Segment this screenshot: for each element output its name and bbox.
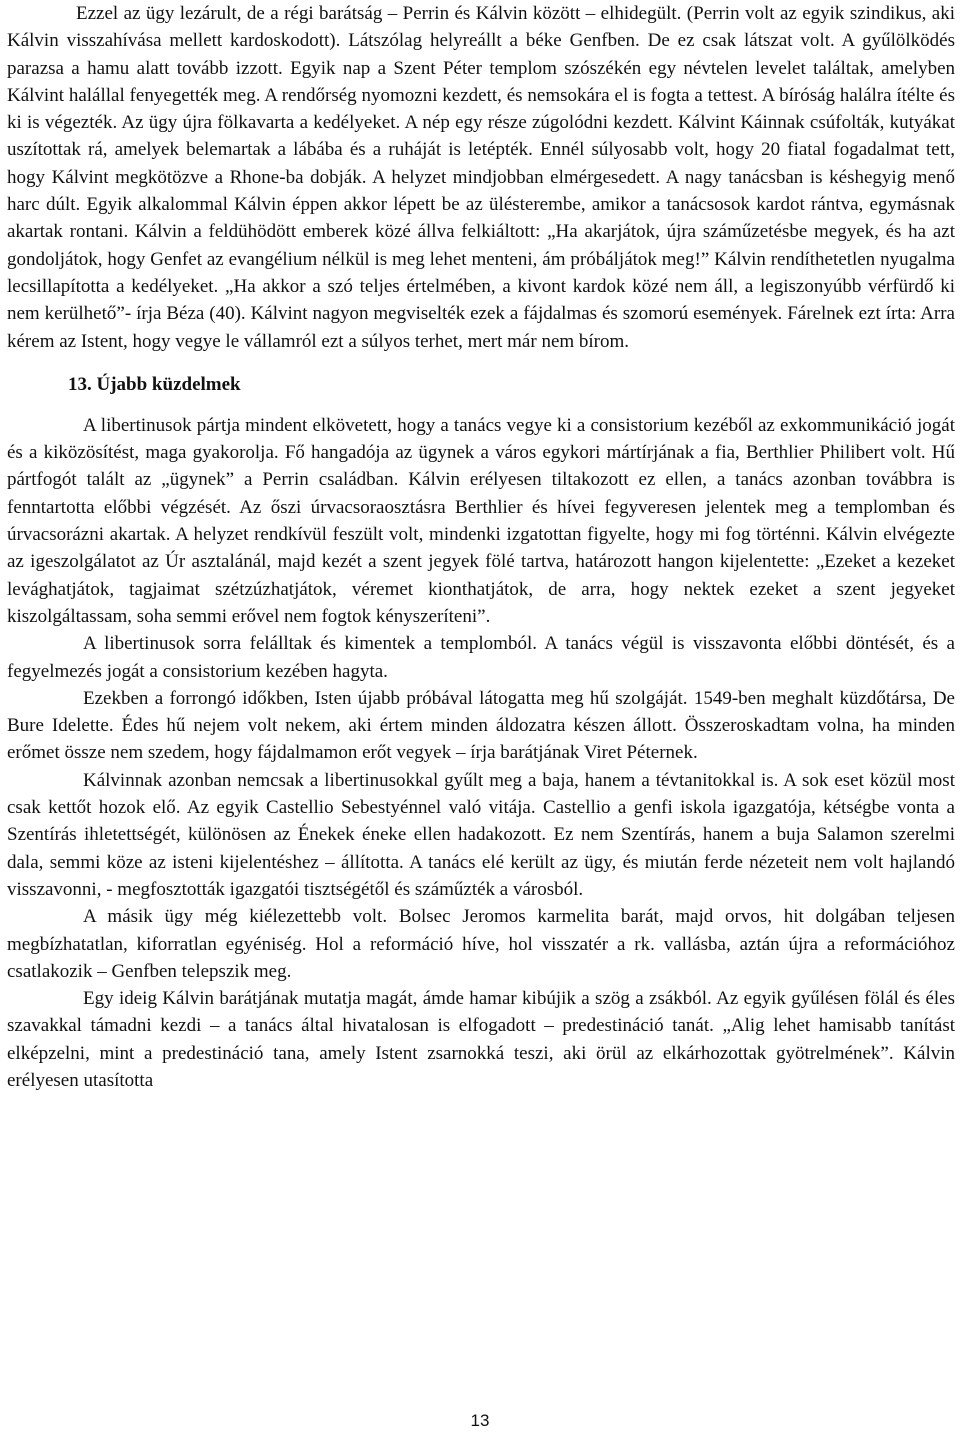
paragraph-bolsec: A másik ügy még kiélezettebb volt. Bolsec Jeromos karmelita barát, majd orvos, hit dolgában teljesen megbízhatatlan, kiforratlan egyéniség. Hol a reformáció híve, hol visszatér a rk. vallásba, aztán újra a reformációhoz csatlakozik – Genfben telepszik meg.	[7, 906, 955, 982]
section-heading: 13. Újabb küzdelmek	[68, 373, 241, 395]
paragraph-predestinacio: Egy ideig Kálvin barátjának mutatja magát, ámde hamar kibújik a szög a zsákból. Az egyik gyűlésen fölál és éles szavakkal támadni kezdi – a tanács által hivatalosan is elfogadott – predestináció tanát. „Alig lehet hamisabb tanítást elképzelni, mint a predestináció tana, amely Istent zsarnokká teszi, aki örül az elkárhozottak gyötrelmének”. Kálvin erélyesen utasította	[7, 988, 955, 1091]
paragraph-castellio: Kálvinnak azonban nemcsak a libertinusokkal gyűlt meg a baja, hanem a tévtanitokkal is. A sok eset közül most csak kettőt hozok elő. Az egyik Castellio Sebestyénnel való vitája. Castellio a genfi iskola igazgatója, kétségbe vonta a Szentírás ihletettségét, különösen az Énekek éneke ellen hadakozott. Ez nem Szentírás, hanem a buja Salamon szerelmi dala, semmi köze az isteni kijelentéshez – állította. A tanács elé került az ügy, és miután ferde nézeteit nem volt hajlandó visszavonni, - megfosztották igazgatói tisztségétől és száműzték a városból.	[7, 769, 955, 900]
paragraph-idelette: Ezekben a forrongó időkben, Isten újabb próbával látogatta meg hű szolgáját. 1549-ben meghalt küzdőtársa, De Bure Idelette. Édes hű nejem volt nekem, aki értem minden áldozatra készen állott. Összeroskadtam volna, ha minden erőmet össze nem szedem, hogy fájdalmamon erőt vegyek – írja barátjának Viret Péternek.	[7, 687, 955, 764]
document-page	[7, 0, 955, 1094]
continued-paragraph: Ezzel az ügy lezárult, de a régi barátság – Perrin és Kálvin között – elhidegült. (Perrin volt az egyik szindikus, aki Kálvin visszahívása mellett kardoskodott). Látszólag helyreállt a béke Genfben. De ez csak látszat volt. A gyűlölködés parazsa a hamu alatt tovább izzott. Egyik nap a Szent Péter templom szószékén egy névtelen levelet találtak, amelyben Kálvint halállal fenyegették meg. A rendőrség nyomozni kezdett, és nemsokára el is fogta a tettest. A bíróság halálra ítélte és ki is végezték. Az ügy újra fölkavarta a kedélyeket. A nép egy része zúgolódni kezdett. Kálvint Káinnak csúfolták, kutyákat uszítottak rá, amelyek belemartak a lábába és a ruháját is letépték. Ennél súlyosabb volt, hogy 20 fiatal fogadalmat tett, hogy Kálvint megkötözve a Rhone-ba dobják. A helyzet mindjobban elmérgesedett. A nagy tanácsban is késhegyig menő harc dúlt. Egyik alkalommal Kálvin éppen akkor lépett be az ülésterembe, amikor a tanácsosok kardot rántva, egymásnak akartak rontani. Kálvin a feldühödött emberek közé állva felkiáltott: „Ha akarjátok, újra száműzetésbe megyek, és ha azt gondoljátok, hogy Genfet az evangélium nélkül is meg lehet menteni, ám próbáljátok meg!” Kálvin rendíthetetlen nyugalma lecsillapította a kedélyeket. „Ha akkor a szó teljes értelmében, a kivont kardok közé nem áll, a legiszonyúbb vérfürdő ki nem kerülhető”- írja Béza (40). Kálvint nagyon megviselték ezek a fájdalmas és szomorú események. Fárelnek ezt írta: Arra kérem az Istent, hogy vegye le vállamról ezt a súlyos terhet, mert már nem bírom.	[7, 3, 955, 352]
paragraph-libertinusok: A libertinusok pártja mindent elkövetett, hogy a tanács vegye ki a consistorium kezéből az exkommunikáció jogát és a kiközösítést, maga gyakorolja. Fő hangadója az ügynek a város egykori mártírjának a fia, Berthlier Philibert volt. Hű pártfogót talált az „ügynek” a Perrin családban. Kálvin erélyesen tiltakozott ez ellen, a tanács azonban továbbra is fenntartotta előbbi végzését. Az őszi úrvacsoraosztásra Berthlier és hívei fegyveresen jelentek meg a templomban és úrvacsorázni akartak. A helyzet rendkívül feszült volt, mindenki izgatottan figyelte, hogy mi fog történni. Kálvin elvégezte az igeszolgálatot az Úr asztalánál, majd kezét a szent jegyek fölé tartva, határozott hangon kijelentette: „Ezeket a kezeket levághatjátok, tagjaimat szétzúzhatjátok, véremet kionthatjátok, de arra, hogy nektek ezeket a szent jegyeket kiszolgáltassam, soha semmi erővel nem fogtok kényszeríteni”.	[7, 414, 955, 627]
paragraph-templom: A libertinusok sorra felálltak és kimentek a templomból. A tanács végül is visszavonta előbbi döntését, és a fegyelmezés jogát a consistorium kezében hagyta.	[7, 633, 955, 682]
page-number: 13	[470, 1411, 490, 1430]
